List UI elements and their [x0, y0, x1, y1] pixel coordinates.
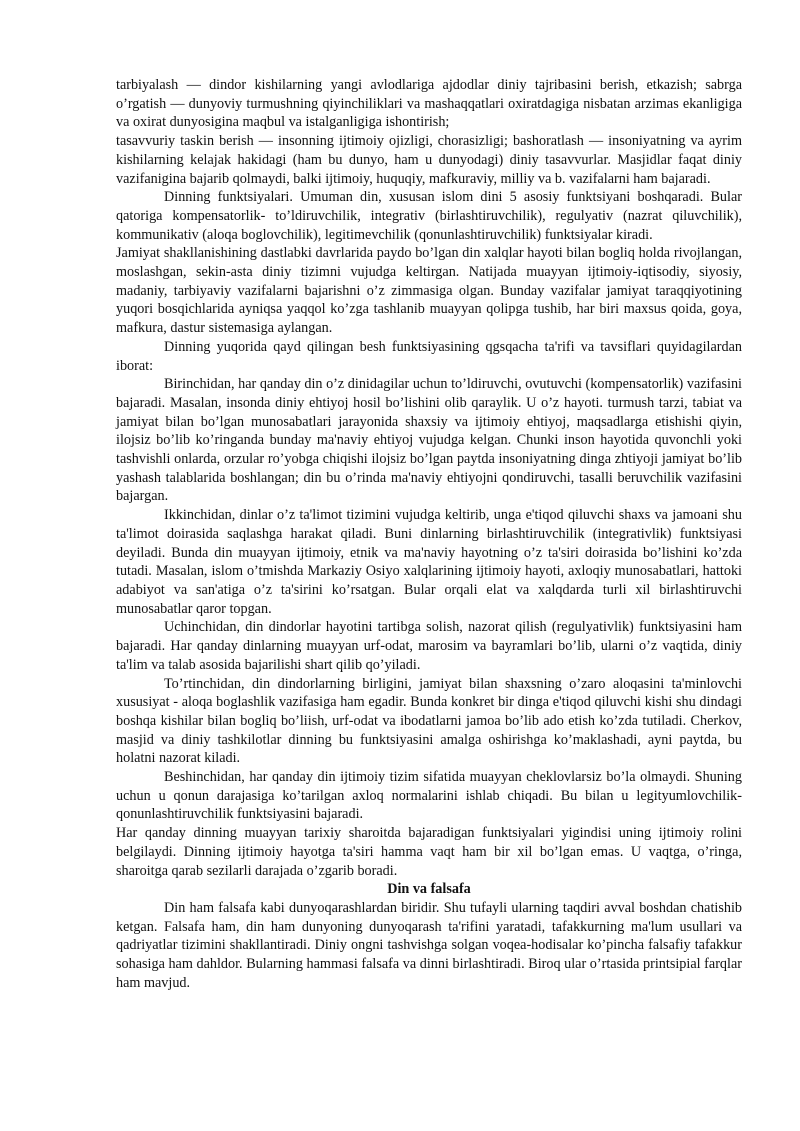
paragraph-besh-funktsiya: Dinning yuqorida qayd qilingan besh funktsiyasining qgsqacha ta'rifi va tavsiflari quyidagilardan iborat:: [116, 338, 742, 374]
paragraph-din-va-falsafa: Din ham falsafa kabi dunyoqarashlardan biridir. Shu tufayli ularning taqdiri avval boshdan chatishib ketgan. Falsafa ham, din ham dunyoning dunyoqarash ta'rifini yaratadi, tafakkurning ma'lum usullari va qadriyatlar tizimini shakllantiradi. Diniy ongni tashvishga solgan voqea-hodisalar ko’pincha falsafiy tafakkur sohasiga ham dahldor. Bularning hammasi falsafa va dinni birlashtiradi. Biroq ular o’rtasida printsipial farqlar ham mavjud.: [116, 899, 742, 991]
paragraph-ijtimoiy-rol: Har qanday dinning muayyan tarixiy sharoitda bajaradigan funktsiyalari yigindisi uning ijtimoiy rolini belgilaydi. Dinning ijtimoiy hayotga ta'siri hamma vaqt ham bir xil bo’lgan emas. U vaqtga, o’ringa, sharoitga qarab sezilarli darajada o’zgarib boradi.: [116, 825, 742, 879]
paragraph-beshinchidan: Beshinchidan, har qanday din ijtimoiy tizim sifatida muayyan cheklovlarsiz bo’la olmaydi. Shuning uchun u qonun darajasiga ko’tarilgan axloq normalarini ishlab chiqadi. Bu bilan u legityumlovchilik-qonunlashtiruvchilik funktsiyasini bajaradi.: [116, 769, 742, 823]
document-page: [116, 76, 742, 992]
paragraph-jamiyat: Jamiyat shakllanishining dastlabki davrlarida paydo bo’lgan din xalqlar hayoti bilan bogliq holda rivojlangan, moslashgan, sekin-asta diniy tizimni vujudga keltirgan. Natijada muayyan ijtimoiy-iqtisodiy, siyosiy, madaniy, tarbiyaviy vazifalarni bajarishni o’z zimmasiga olgan. Bunday vazifalar jamiyat taraqqiyotining yuqori bosqichlarida ayniqsa yaqqol ko’zga tashlanib muayyan qolipga tushib, har biri maxsus qoida, goya, mafkura, dastur sistemasiga aylangan.: [116, 245, 742, 337]
paragraph-ikkinchidan: Ikkinchidan, dinlar o’z ta'limot tizimini vujudga keltirib, unga e'tiqod qiluvchi shaxs va jamoani shu ta'limot doirasida saqlashga harakat qiladi. Buni dinlarning birlashtiruvchilik (integrativlik) funktsiyasi deyiladi. Bunda din muayyan ijtimoiy, etnik va ma'naviy hayotning o’z ta'siri doirasida bo’lishini ko’zda tutadi. Masalan, islom o’tmishda Markaziy Osiyo xalqlarining ijtimoiy hayoti, axloqiy munosabatlari, hattoki adabiyot va san'atiga o’z ta'sirini ko’rsatgan. Bular orqali elat va xalqdarda turli xil birlashtiruvchi munosabatlar qaror topgan.: [116, 507, 742, 617]
paragraph-dinning-funktsiyalari: Dinning funktsiyalari. Umuman din, xususan islom dini 5 asosiy funktsiyani boshqaradi. Bular qatoriga kompensatorlik- to’ldiruvchilik, integrativ (birlashtiruvchilik), regulyativ (nazrat qiluvchilik), kommunikativ (aloqa boglovchilik), legitimevchilik (qonunlashtiruvchilik) funktsiyalar kiradi.: [116, 189, 742, 243]
paragraph-tortinchidan: To’rtinchidan, din dindorlarning birligini, jamiyat bilan shaxsning o’zaro aloqasini ta'minlovchi xususiyat - aloqa boglashlik vazifasiga ham egadir. Bunda konkret bir dinga e'tiqod qiluvchi kishi shu dindagi boshqa kishilar bilan bogliq bo’liish, urf-odat va ibodatlarni jamoa bo’lib ado etish ko’zda tutiladi. Cherkov, masjid va diniy tashkilotlar dinning bu funktsiyasini amalga oshirishga ko’maklashadi, ayni paytda, bu holatni nazorat kiladi.: [116, 675, 742, 767]
section-heading: Din va falsafa: [387, 881, 471, 898]
paragraph-tarbiyalash: tarbiyalash — dindor kishilarning yangi avlodlariga ajdodlar diniy tajribasini berish, etkazish; sabrga o’rgatish — dunyoviy turmushning qiyinchiliklari va mashaqqatlari oxiratdagiga nisbatan arzimas ekanligiga va oxirat dunyosigina maqbul va istalganligiga ishontirish;: [116, 77, 742, 131]
paragraph-uchinchidan: Uchinchidan, din dindorlar hayotini tartibga solish, nazorat qilish (regulyativlik) funktsiyasini ham bajaradi. Har qanday dinlarning muayyan urf-odat, marosim va bayramlari bo’lib, ularni o’z vaqtida, diniy ta'lim va talab asosida bajarilishi shart qilib qo’yiladi.: [116, 619, 742, 673]
paragraph-tasavvuriy: tasavvuriy taskin berish — insonning ijtimoiy ojizligi, chorasizligi; bashoratlash — insoniyatning va ayrim kishilarning kelajak hakidagi (ham bu dunyo, ham u dunyodagi) diniy tasavvurlar. Masjidlar faqat diniy vazifanigina bajarib qolmaydi, balki ijtimoiy, huquqiy, mafkuraviy, milliy va b. vazifalarni ham bajaradi.: [116, 133, 742, 187]
paragraph-birinchidan: Birinchidan, har qanday din o’z dinidagilar uchun to’ldiruvchi, ovutuvchi (kompensatorlik) vazifasini bajaradi. Masalan, insonda diniy ehtiyoj hosil bo’lishini olib qaraylik. U o’z hayoti. turmush tarzi, tabiat va jamiyat bilan bo’lgan munosabatlari jarayonida shaxsiy va ijtimoiy ehtiyoj, maqsadlarga etishishi qiyin, ilojsiz bo’lib ko’ringanda bunday ma'naviy ehtiyoj vujudga kelgan. Chunki inson hayotida quvonchli yoki tashvishli onlarda, orzular ro’yobga chiqishi ilojsiz bo’lgan paytda insoniyatning dinga zhtiyoji jamiyat bo’lib yashash talablarida boshlangan; din bu o’rinda ma'naviy ehtiyojni qondiruvchi, tasalli beruvchilik vazifasini bajargan.: [116, 376, 742, 505]
